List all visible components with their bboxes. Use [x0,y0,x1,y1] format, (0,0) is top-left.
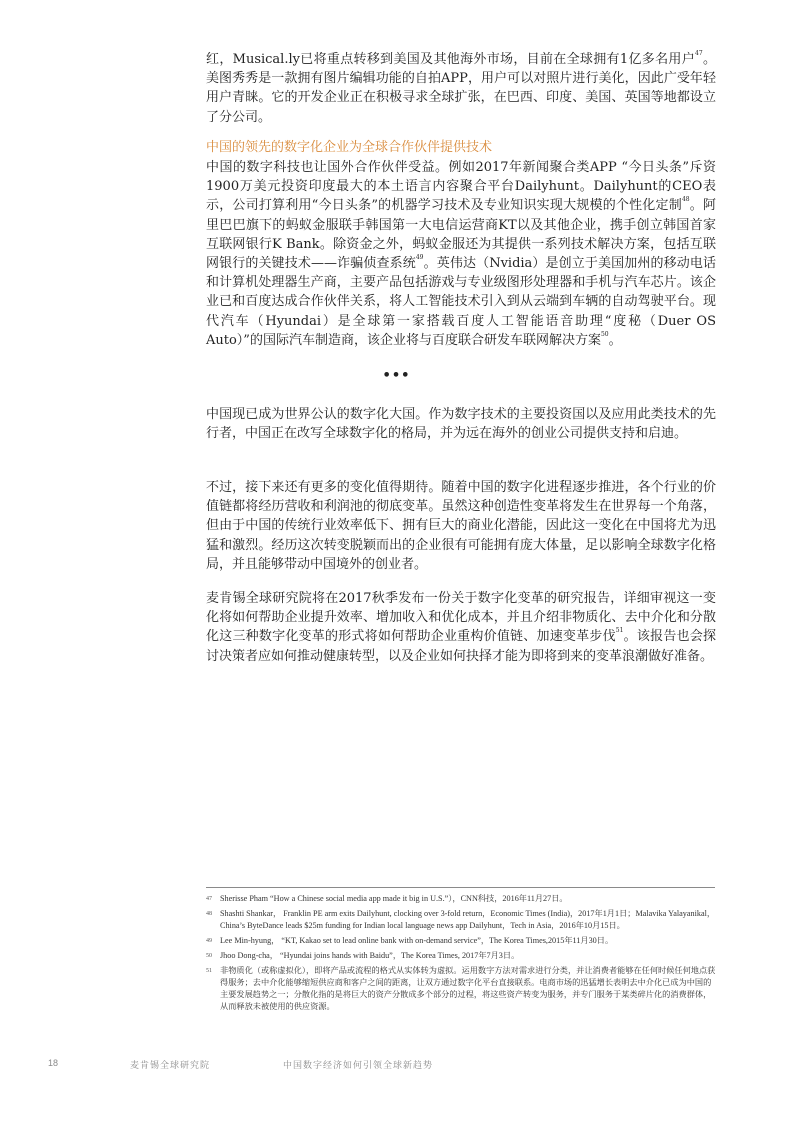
paragraph-musically [206,50,716,127]
footnote-ref-47[interactable]: 47 [695,50,703,57]
paragraph-changes [206,478,716,574]
footnote-item [206,965,716,1013]
paragraph-text: 。该报告也会探讨决策者应如何推动健康转型，以及企业如何抉择才能为即将到来的变革浪潮做好准备。 [206,629,716,664]
page-footer [0,1058,793,1074]
footnote-number: 48 [206,911,212,917]
footnote-item [206,935,716,947]
footnote-ref-50[interactable]: 50 [600,330,609,338]
footnote-text: Lee Min-hyung， “KT, Kakao set to lead online bank with on-demand service”，The Korea Times,2015年11月30日。 [220,936,614,945]
footnote-ref-49[interactable]: 49 [415,254,424,262]
paragraph-text: 红，Musical.ly已将重点转移到美国及其他海外市场，目前在全球拥有1亿多名用户 [206,52,696,67]
paragraph-text: 。 [608,332,622,348]
footer-report-title: 中国数字经济如何引领全球新趋势 [283,1060,434,1070]
footer-organization: 麦肯锡全球研究院 [130,1060,211,1070]
footnote-text: Jhoo Dong-cha， “Hyundai joins hands with Baidu”，The Korea Times, 2017年7月3日。 [220,951,520,960]
footnote-number: 50 [206,953,212,959]
paragraph-text: 。英伟达（Nvidia）是创立于美国加州的移动电话和计算机处理器生产商，主要产品包括游戏与专业级图形处理器和手机与汽车芯片。该企业已和百度达成合作伙伴关系，将人工智能技术引入到从云端到车辆的自动驾驶平台。现代汽车（Hyundai）是全球第一家搭载百度人工智能语音助理“度秘（Duer OS Auto）”的国际汽车制造商，该企业将与百度联合研发车联网解决方案 [206,256,716,348]
page-number: 18 [48,1058,59,1068]
paragraph-text: 。美图秀秀是一款拥有图片编辑功能的自拍APP，用户可以对照片进行美化，因此广受年轻用户青睐。它的开发企业正在积极寻求全球扩张，在巴西、印度、美国、英国等地都设立了分公司。 [206,52,716,125]
footnote-number: 47 [206,896,212,902]
footnote-text: 非物质化（或称虚拟化），即将产品或流程的格式从实体转为虚拟。运用数字方法对需求进行分类，并让消费者能够在任何时候任何地点获得服务；去中介化能够缩短供应商和客户之间的距离，让双方通过数字化平台直接联系。电商市场的迅猛增长表明去中介化已成为中国的主要发展趋势之一；分散化指的是将巨大的资产分散成多个部分的过程，将这些资产转变为服务，并专门服务于某类碎片化的消费群体，从而释放未被使用的供应资源。 [220,966,716,1011]
footnote-divider [206,887,715,888]
footnote-text: Sherisse Pham “How a Chinese social media app made it big in U.S.”），CNN科技，2016年11月27日。 [220,894,568,903]
paragraph-text: 中国的数字科技也让国外合作伙伴受益。例如2017年新闻聚合类APP “今日头条”斥资1900万美元投资印度最大的本土语言内容聚合平台Dailyhunt。Dailyhunt的CEO表示，公司打算利用“今日头条”的机器学习技术及专业知识实现大规模的个性化定制 [206,160,716,214]
footnote-ref-48[interactable]: 48 [681,196,690,204]
footnote-text: Shashti Shankar， Franklin PE arm exits Dailyhunt, clocking over 3-fold return，Economic Times (India)，2017年1月1日；Malavika Yalayanikal， China’s ByteDance leads $25m funding for Indian local language news app Dailyhunt，Tech in Asia，2016年10月15日。 [220,909,716,930]
footnote-ref-51[interactable]: 51 [615,627,624,635]
paragraph-tech-partners [206,158,716,350]
section-heading: 中国的领先的数字化企业为全球合作伙伴提供技术 [206,140,493,155]
footnote-item [206,908,716,932]
footnote-number: 51 [206,968,212,974]
section-separator: ••• [382,368,411,383]
paragraph-text: 不过，接下来还有更多的变化值得期待。随着中国的数字化进程逐步推进，各个行业的价值链都将经历营收和利润池的彻底变革。虽然这种创造性变革将发生在世界每一个角落，但由于中国的传统行业效率低下、拥有巨大的商业化潜能，因此这一变化在中国将尤为迅猛和激烈。经历这次转变脱颖而出的企业很有可能拥有庞大体量，足以影响全球数字化格局，并且能够带动中国境外的创业者。 [206,480,716,572]
paragraph-text: 麦肯锡全球研究院将在2017秋季发布一份关于数字化变革的研究报告，详细审视这一变化将如何帮助企业提升效率、增加收入和优化成本，并且介绍非物质化、去中介化和分散化这三种数字化变革的形式将如何帮助企业重构价值链、加速变革步伐 [206,591,716,645]
footnote-number: 49 [206,938,212,944]
paragraph-text: 。阿里巴巴旗下的蚂蚁金服联手韩国第一大电信运营商KT以及其他企业，携手创立韩国首家互联网银行K Bank。除资金之外，蚂蚁金服还为其提供一系列技术解决方案，包括互联网银行的关键技术——诈骗侦查系统 [206,198,716,272]
paragraph-text: 中国现已成为世界公认的数字化大国。作为数字技术的主要投资国以及应用此类技术的先行者，中国正在改写全球数字化的格局，并为远在海外的创业公司提供支持和启迪。 [206,407,716,442]
footnote-item [206,950,716,962]
footnote-item [206,893,716,905]
paragraph-china-digital [206,405,716,443]
paragraph-report [206,589,716,666]
footnotes [206,893,716,1016]
